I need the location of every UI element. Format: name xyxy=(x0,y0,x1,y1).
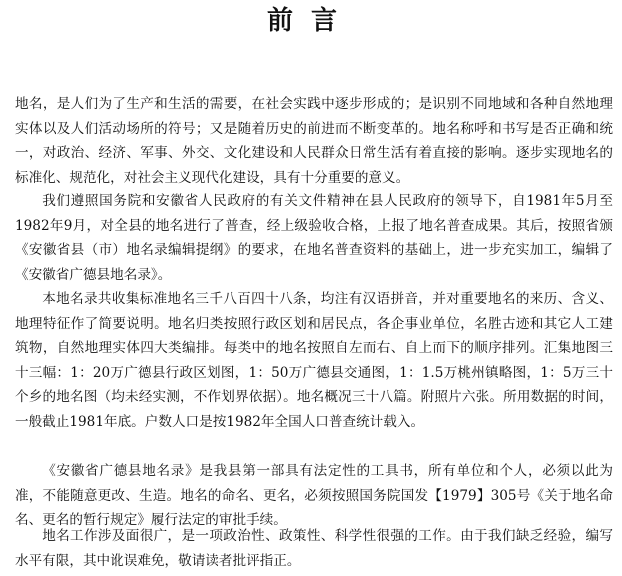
paragraph-2: 我们遵照国务院和安徽省人民政府的有关文件精神在县人民政府的领导下，自1981年5月至1982年9月，对全县的地名进行了普查，经上级验收合格，上报了地名普查成果。其后，按照省颁《安徽省县（市）地名录编辑提纲》的要求，在地名普查资料的基础上，进一步充实加工，编辑了《安徽省广德县地名录》。 xyxy=(15,193,613,283)
paragraph-5: 地名工作涉及面很广，是一项政治性、政策性、科学性很强的工作。由于我们缺乏经验，编写水平有限，其中讹误难免，敬请读者批评指正。 xyxy=(15,528,613,569)
paragraph-3: 本地名录共收集标准地名三千八百四十八条，均注有汉语拼音，并对重要地名的来历、含义、地理特征作了简要说明。地名归类按照行政区划和居民点，各企事业单位，名胜古迹和其它人工建筑物，自然地理实体四大类编排。每类中的地名按照自左而右、自上而下的顺序排列。汇集地图三十三幅：1：20万广德县行政区划图，1：50万广德县交通图，1：1.5万桃州镇略图，1：5万三十个乡的地名图（均未经实测，不作划界依据）。地名概况三十八篇。附照片六张。所用数据的时间，一般截止1981年底。户数人口是按1982年全国人口普查统计载入。 xyxy=(15,291,613,430)
paragraph-1: 地名，是人们为了生产和生活的需要，在社会实践中逐步形成的；是识别不同地域和各种自然地理实体以及人们活动场所的符号；又是随着历史的前进而不断变革的。地名称呼和书写是否正确和统一，对政治、经济、军事、外交、文化建设和人民群众日常生活有着直接的影响。逐步实现地名的标准化、规范化，对社会主义现代化建设，具有十分重要的意义。 xyxy=(15,96,613,186)
paragraph-4: 《安徽省广德县地名录》是我县第一部具有法定性的工具书，所有单位和个人，必须以此为准，不能随意更改、生造。地名的命名、更名，必须按照国务院国发【1979】305号《关于地名命名、更名的暂行规定》履行法定的审批手续。 xyxy=(15,463,613,529)
page-title: 前言 xyxy=(266,6,355,36)
